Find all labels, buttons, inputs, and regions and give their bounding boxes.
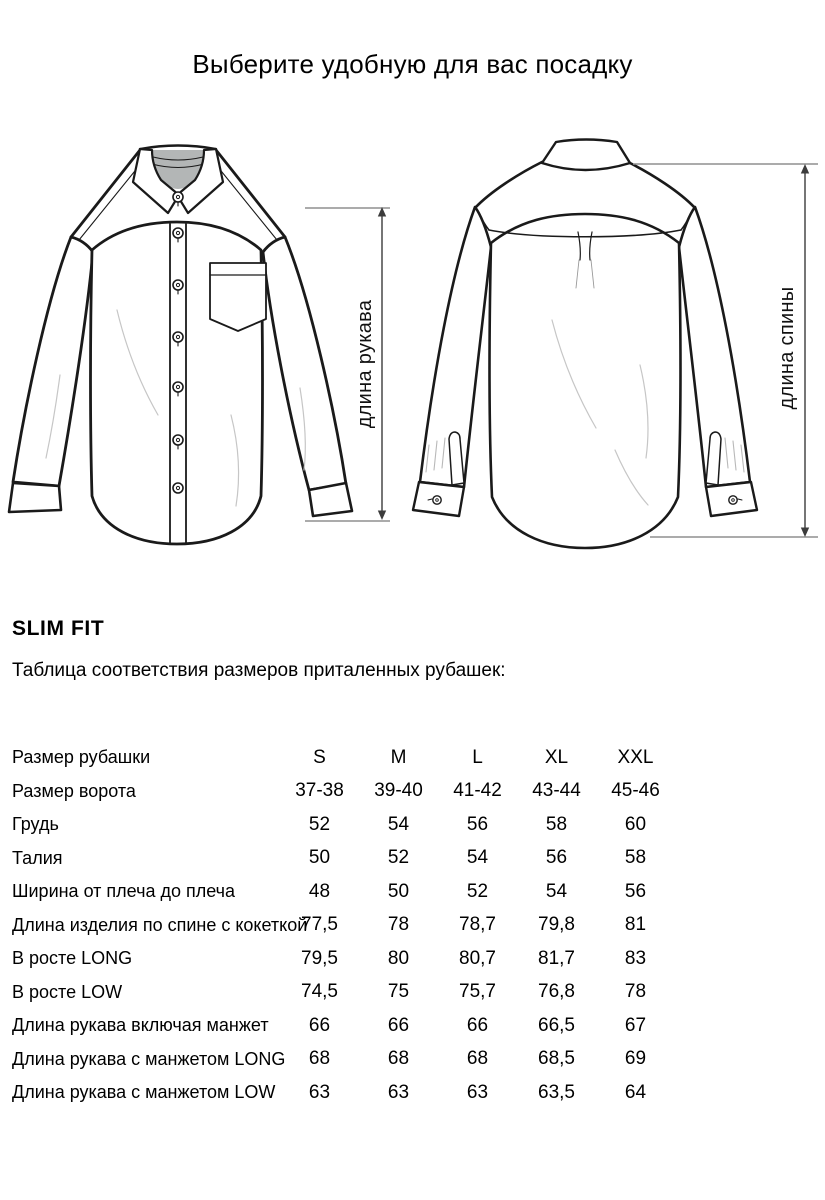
row-label: Размер ворота xyxy=(12,780,136,801)
size-table xyxy=(12,741,692,1110)
size-cell: 60 xyxy=(624,813,647,835)
size-cell: 68 xyxy=(387,1048,410,1070)
size-cell: 64 xyxy=(624,1081,647,1103)
shirt-measurement-diagram xyxy=(0,120,825,570)
table-row xyxy=(12,875,692,909)
size-cell: 67 xyxy=(624,1014,647,1036)
back-body xyxy=(490,214,681,548)
row-label: Длина рукава с манжетом LONG xyxy=(12,1048,286,1069)
button xyxy=(173,483,183,493)
fit-heading: SLIM FIT xyxy=(12,617,105,640)
front-left-shoulder-seam xyxy=(71,150,140,237)
size-cell: L xyxy=(472,746,483,768)
size-cell: 68 xyxy=(466,1048,489,1070)
front-right-cuff xyxy=(309,483,352,516)
size-cell: 78 xyxy=(387,914,410,936)
size-cell: 54 xyxy=(466,847,489,869)
size-cell: 81,7 xyxy=(538,947,575,969)
arrowhead-down-icon xyxy=(801,528,809,538)
size-cell: 79,8 xyxy=(538,914,575,936)
size-cell: 58 xyxy=(545,813,568,835)
row-label: В росте LOW xyxy=(12,981,123,1002)
size-cell: 37-38 xyxy=(295,780,344,802)
table-row xyxy=(12,808,692,842)
shirt-back-drawing xyxy=(413,140,757,549)
size-cell: 54 xyxy=(545,880,568,902)
row-label: Длина изделия по спине с кокеткой xyxy=(12,914,308,935)
size-cell: 63 xyxy=(466,1081,489,1103)
arrowhead-down-icon xyxy=(378,511,386,521)
size-cell: 43-44 xyxy=(532,780,581,802)
back-left-shoulder xyxy=(475,162,542,208)
chest-pocket xyxy=(210,263,266,331)
size-cell: 66,5 xyxy=(538,1014,575,1036)
size-cell: 75 xyxy=(387,981,410,1003)
shirt-front-drawing xyxy=(9,146,352,545)
back-length-label: длина спины xyxy=(776,286,798,410)
size-cell: 63,5 xyxy=(538,1081,575,1103)
size-cell: 66 xyxy=(387,1014,410,1036)
size-cell: 45-46 xyxy=(611,780,660,802)
table-row xyxy=(12,842,692,876)
table-row xyxy=(12,1043,692,1077)
size-cell: 56 xyxy=(545,847,568,869)
back-right-shoulder xyxy=(628,162,695,208)
size-cell: 78,7 xyxy=(459,914,496,936)
size-cell: 56 xyxy=(466,813,489,835)
size-cell: 54 xyxy=(387,813,410,835)
row-label: Длина рукава с манжетом LOW xyxy=(12,1082,276,1103)
sleeve-length-label: длина рукава xyxy=(354,299,376,429)
table-row xyxy=(12,741,692,775)
row-label: Талия xyxy=(12,847,63,868)
size-cell: 39-40 xyxy=(374,780,423,802)
size-cell: 50 xyxy=(387,880,410,902)
size-cell: 63 xyxy=(387,1081,410,1103)
row-label: Ширина от плеча до плеча xyxy=(12,881,236,902)
size-cell: 79,5 xyxy=(301,947,338,969)
front-left-cuff xyxy=(9,483,61,512)
collar-top-edge xyxy=(140,146,216,150)
page-title: Выберите удобную для вас посадку xyxy=(192,49,633,79)
front-left-sleeve xyxy=(13,237,93,486)
table-row xyxy=(12,909,692,943)
size-cell: 66 xyxy=(466,1014,489,1036)
size-cell: 63 xyxy=(308,1081,331,1103)
size-cell: 76,8 xyxy=(538,981,575,1003)
size-cell: 66 xyxy=(308,1014,331,1036)
size-cell: 52 xyxy=(466,880,489,902)
size-cell: 69 xyxy=(624,1048,647,1070)
size-cell: 75,7 xyxy=(459,981,496,1003)
table-row xyxy=(12,775,692,809)
table-row xyxy=(12,942,692,976)
size-cell: 52 xyxy=(308,813,331,835)
table-row xyxy=(12,1009,692,1043)
front-right-sleeve xyxy=(263,237,346,490)
arrowhead-up-icon xyxy=(801,164,809,174)
size-cell: 74,5 xyxy=(301,981,338,1003)
size-cell: XXL xyxy=(617,746,654,768)
size-cell: 50 xyxy=(308,847,331,869)
size-cell: 83 xyxy=(624,947,647,969)
size-cell: 80 xyxy=(387,947,410,969)
table-row xyxy=(12,976,692,1010)
row-label: В росте LONG xyxy=(12,948,133,969)
size-cell: 81 xyxy=(624,914,647,936)
fit-subtitle: Таблица соответствия размеров приталенных рубашек: xyxy=(12,660,506,681)
size-cell: 58 xyxy=(624,847,647,869)
size-cell: 48 xyxy=(308,880,331,902)
size-cell: 52 xyxy=(387,847,410,869)
back-collar xyxy=(542,140,630,171)
size-cell: 41-42 xyxy=(453,780,502,802)
row-label: Размер рубашки xyxy=(12,747,151,768)
table-row xyxy=(12,1076,692,1110)
size-cell: 68 xyxy=(308,1048,331,1070)
size-cell: S xyxy=(313,746,326,768)
row-label: Длина рукава включая манжет xyxy=(12,1015,269,1036)
front-right-shoulder-seam xyxy=(216,150,285,237)
size-cell: M xyxy=(390,746,407,768)
size-cell: 68,5 xyxy=(538,1048,575,1070)
size-cell: 56 xyxy=(624,880,647,902)
size-cell: 78 xyxy=(624,981,647,1003)
size-cell: 77,5 xyxy=(301,914,338,936)
row-label: Грудь xyxy=(12,814,59,835)
size-cell: XL xyxy=(544,746,569,768)
size-cell: 80,7 xyxy=(459,947,496,969)
